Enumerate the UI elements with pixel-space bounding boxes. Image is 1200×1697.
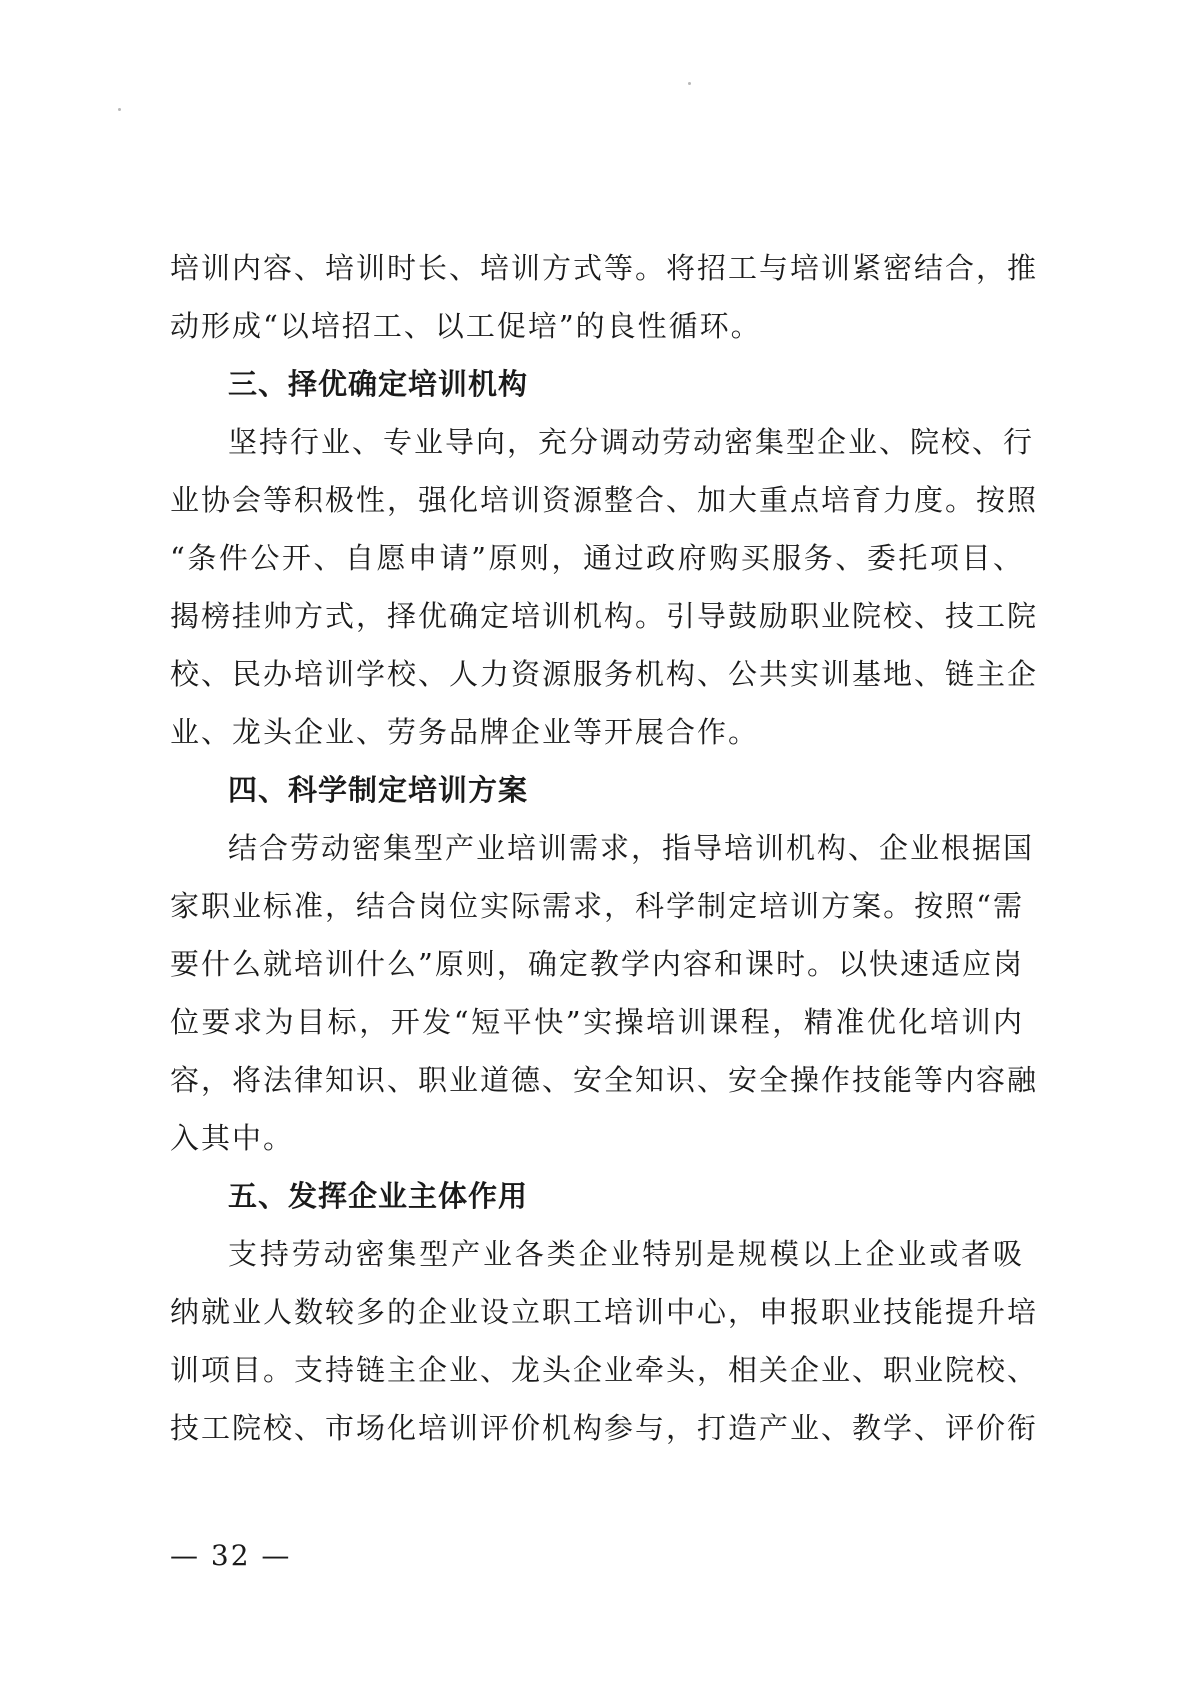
section-heading-4: 四、科学制定培训方案	[228, 773, 529, 807]
section-heading-5: 五、发挥企业主体作用	[228, 1179, 529, 1213]
scan-speck	[688, 82, 691, 85]
body-line: 支持劳动密集型产业各类企业特别是规模以上企业或者吸	[228, 1237, 1024, 1271]
body-line: 坚持行业、专业导向，充分调动劳动密集型企业、院校、行	[228, 425, 1035, 459]
body-line: 位要求为目标，开发“短平快”实操培训课程，精准优化培训内	[170, 1005, 1024, 1039]
body-line: 业协会等积极性，强化培训资源整合、加大重点培育力度。按照	[170, 483, 1039, 517]
body-line: 技工院校、市场化培训评价机构参与，打造产业、教学、评价衔	[170, 1411, 1039, 1445]
body-line: 纳就业人数较多的企业设立职工培训中心，申报职业技能提升培	[170, 1295, 1039, 1329]
body-line: 要什么就培训什么”原则，确定教学内容和课时。以快速适应岗	[170, 947, 1024, 981]
scan-speck	[118, 108, 121, 111]
body-line: 揭榜挂帅方式，择优确定培训机构。引导鼓励职业院校、技工院	[170, 599, 1039, 633]
section-heading-3: 三、择优确定培训机构	[228, 367, 529, 401]
body-line: 动形成“以培招工、以工促培”的良性循环。	[170, 309, 762, 343]
body-line: 业、龙头企业、劳务品牌企业等开展合作。	[170, 715, 760, 749]
body-line: 入其中。	[170, 1121, 295, 1155]
body-line: 校、民办培训学校、人力资源服务机构、公共实训基地、链主企	[170, 657, 1039, 691]
body-line: 培训内容、培训时长、培训方式等。将招工与培训紧密结合，推	[170, 251, 1039, 285]
body-line: 容，将法律知识、职业道德、安全知识、安全操作技能等内容融	[170, 1063, 1039, 1097]
body-line: 结合劳动密集型产业培训需求，指导培训机构、企业根据国	[228, 831, 1035, 865]
body-line: 家职业标准，结合岗位实际需求，科学制定培训方案。按照“需	[170, 889, 1024, 923]
body-line: 训项目。支持链主企业、龙头企业牵头，相关企业、职业院校、	[170, 1353, 1039, 1387]
body-line: “条件公开、自愿申请”原则，通过政府购买服务、委托项目、	[170, 541, 1024, 575]
page-number: — 32 —	[170, 1539, 292, 1572]
